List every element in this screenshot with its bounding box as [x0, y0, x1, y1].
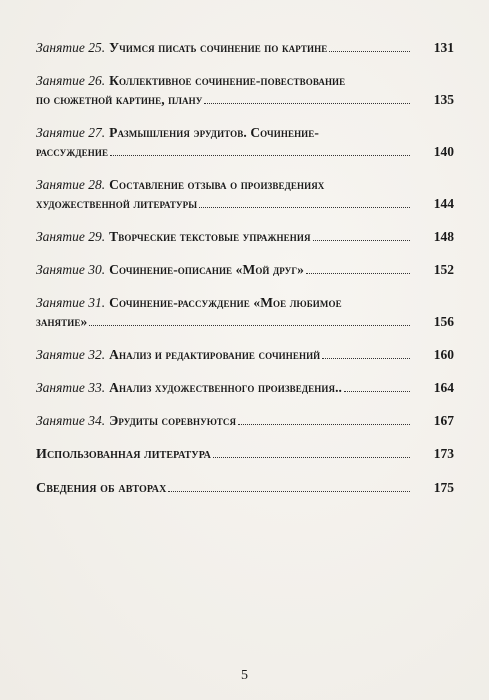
dot-leader: [204, 103, 410, 104]
toc-entry-line: [36, 71, 454, 90]
entry-page-number: 152: [433, 262, 454, 277]
toc-entry: [36, 38, 454, 57]
lesson-label: Занятие 31.: [36, 295, 106, 310]
toc-entry-line: [36, 411, 454, 430]
toc-entry: [36, 260, 454, 279]
dot-leader: [344, 391, 410, 392]
entry-page-number: 175: [433, 480, 454, 495]
toc-entry: [36, 71, 454, 109]
lesson-label: Занятие 28.: [36, 177, 106, 192]
dot-leader: [329, 51, 410, 52]
toc-entry-line: [36, 312, 454, 331]
entry-page-number: 144: [433, 196, 454, 211]
entry-title: Сочинение-описание «Мой друг»: [109, 262, 305, 277]
entry-title: Анализ художественного произведения..: [109, 380, 343, 395]
table-of-contents: [36, 38, 454, 512]
toc-entry-line: [36, 293, 454, 312]
entry-title: занятие»: [36, 314, 88, 329]
dot-leader: [213, 457, 410, 458]
entry-title: Анализ и редактирование сочинений: [109, 347, 321, 362]
entry-page-number: 140: [433, 144, 454, 159]
entry-page-number: 167: [433, 413, 454, 428]
toc-entry: [36, 123, 454, 161]
toc-entry-line: [36, 90, 454, 109]
entry-page-number: 131: [433, 40, 454, 55]
toc-entry-line: [36, 142, 454, 161]
entry-title: Использованная литература: [36, 447, 211, 462]
entry-title: Эрудиты соревнуются: [109, 413, 237, 428]
toc-entry: [36, 444, 454, 464]
entry-page-number: 160: [433, 347, 454, 362]
toc-entry-line: [36, 260, 454, 279]
toc-entry: [36, 411, 454, 430]
toc-entry: [36, 175, 454, 213]
entry-page-number: 135: [433, 92, 454, 107]
lesson-label: Занятие 32.: [36, 347, 106, 362]
toc-entry: [36, 293, 454, 331]
toc-entry-line: [36, 478, 454, 498]
toc-entry-line: [36, 38, 454, 57]
entry-title: Творческие текстовые упражнения: [109, 229, 311, 244]
lesson-label: Занятие 30.: [36, 262, 106, 277]
toc-entry: [36, 378, 454, 397]
toc-entry: [36, 478, 454, 498]
toc-entry: [36, 227, 454, 246]
entry-title: Составление отзыва о произведениях: [109, 177, 325, 192]
lesson-label: Занятие 34.: [36, 413, 106, 428]
dot-leader: [168, 491, 410, 492]
lesson-label: Занятие 25.: [36, 40, 106, 55]
lesson-label: Занятие 26.: [36, 73, 106, 88]
entry-title: Учимся писать сочинение по картине: [109, 40, 328, 55]
page-number: 5: [241, 668, 248, 683]
entry-page-number: 164: [433, 380, 454, 395]
toc-entry-line: [36, 175, 454, 194]
entry-title: Коллективное сочинение-повествование: [109, 73, 346, 88]
entry-title: рассуждение: [36, 144, 109, 159]
entry-page-number: 148: [433, 229, 454, 244]
dot-leader: [89, 325, 410, 326]
lesson-label: Занятие 27.: [36, 125, 106, 140]
entry-page-number: 156: [433, 314, 454, 329]
entry-title: художественной литературы: [36, 196, 198, 211]
dot-leader: [110, 155, 410, 156]
dot-leader: [306, 273, 410, 274]
toc-entry-line: [36, 123, 454, 142]
dot-leader: [238, 424, 410, 425]
toc-entry-line: [36, 444, 454, 464]
dot-leader: [199, 207, 410, 208]
lesson-label: Занятие 29.: [36, 229, 106, 244]
dot-leader: [322, 358, 410, 359]
toc-entry: [36, 345, 454, 364]
entry-title: Размышления эрудитов. Сочинение-: [109, 125, 319, 140]
entry-page-number: 173: [433, 446, 454, 461]
toc-entry-line: [36, 227, 454, 246]
entry-title: Сведения об авторах: [36, 481, 167, 496]
lesson-label: Занятие 33.: [36, 380, 106, 395]
toc-entry-line: [36, 345, 454, 364]
toc-entry-line: [36, 378, 454, 397]
dot-leader: [313, 240, 410, 241]
entry-title: Сочинение-рассуждение «Мое любимое: [109, 295, 342, 310]
entry-title: по сюжетной картине, плану: [36, 92, 203, 107]
toc-entry-line: [36, 194, 454, 213]
